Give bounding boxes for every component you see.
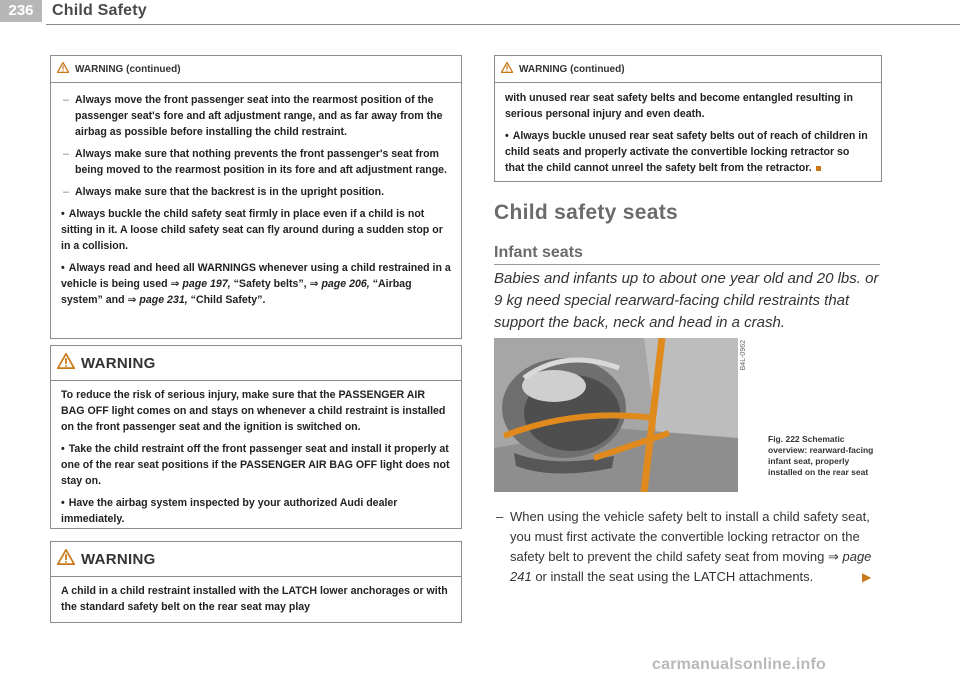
warning-heading: WARNING (continued) xyxy=(75,63,181,75)
infant-seat-figure xyxy=(494,338,738,492)
warning-header xyxy=(51,346,461,381)
ref-arrow: ⇒ xyxy=(127,294,137,306)
warning-bullet-text: Always read and heed all WARNINGS whenever using a child restrained in a vehicle is being used xyxy=(61,262,451,290)
page-reference-link[interactable]: page 231, xyxy=(139,294,188,306)
warning-paragraph: with unused rear seat safety belts and become entangled resulting in serious personal injury and even death. xyxy=(505,92,853,120)
warning-box-continued-right xyxy=(494,55,882,182)
page-header-title: Child Safety xyxy=(52,2,147,19)
warning-bullet-text: Always buckle unused rear seat safety belts out of reach of children in child seats and properly activate the convertible locking retractor so that the child cannot unreel the safety belt from the retractor. xyxy=(505,130,868,174)
section-title: Child safety seats xyxy=(494,201,678,224)
step-dash: – xyxy=(496,509,504,524)
warning-dash-item: – Always make sure that nothing prevents the front passenger's seat from being moved to the rearmost position in its fore and aft adjustment range. xyxy=(61,146,451,178)
intro-paragraph: Babies and infants up to about one year old and 20 lbs. or 9 kg need special rearward-facing child restraints that support the back, neck and head in a crash. xyxy=(494,270,879,331)
reference-title: “Safety belts”, xyxy=(233,278,307,290)
reference-title: “Airbag system” and xyxy=(61,278,412,306)
warning-triangle-icon xyxy=(57,549,75,569)
warning-bullet: • Always read and heed all WARNINGS whenever using a child restrained in a vehicle is being used ⇒ page 197, “Safety belts”, ⇒ page 206, “Airbag system” and ⇒ page 231, “Child Safety”. xyxy=(61,262,451,306)
watermark: carmanualsonline.info xyxy=(652,656,827,673)
ref-arrow: ⇒ xyxy=(170,278,180,290)
subsection-rule xyxy=(494,264,880,265)
page-reference-link[interactable]: page 206, xyxy=(321,278,370,290)
infant-seat-illustration xyxy=(494,338,738,492)
warning-dash-item: – Always move the front passenger seat into the rearmost position of the passenger seat's fore and aft adjustment range, and as far away from the airbag as possible before installing the child restraint. xyxy=(61,92,451,140)
warning-header xyxy=(495,56,881,83)
warning-paragraph: A child in a child restraint installed with the LATCH lower anchorages or with the standard safety belt on the rear seat may play xyxy=(61,585,448,613)
warning-bullet-text: Take the child restraint off the front passenger seat and install it properly at one of the rear seat positions if the PASSENGER AIR BAG OFF light does not stay on. xyxy=(61,443,450,487)
warning-dash-item: – Always make sure that the backrest is in the upright position. xyxy=(61,184,451,200)
warning-header xyxy=(51,542,461,577)
end-marker-square xyxy=(816,166,821,171)
warning-triangle-icon xyxy=(57,353,75,373)
reference-title: “Child Safety”. xyxy=(190,294,266,306)
warning-bullet: • Have the airbag system inspected by your authorized Audi dealer immediately. xyxy=(61,497,398,525)
warning-bullet-text: Have the airbag system inspected by your authorized Audi dealer immediately. xyxy=(61,497,398,525)
instruction-step xyxy=(496,507,886,587)
page-number: 236 xyxy=(0,0,42,22)
page-reference-link[interactable]: page 241 xyxy=(510,549,872,584)
warning-header xyxy=(51,56,461,83)
continue-arrow-icon: ▶ xyxy=(862,570,872,584)
warning-triangle-icon xyxy=(57,62,69,76)
warning-bullet: • Take the child restraint off the front passenger seat and install it properly at one of the rear seat positions if the PASSENGER AIR BAG OFF light does not stay on. xyxy=(61,443,450,487)
warning-bullet: • Always buckle the child safety seat firmly in place even if a child is not sitting in it. A loose child safety seat can fly around during a sudden stop or in a collision. xyxy=(61,208,443,252)
warning-box-airbag xyxy=(50,345,462,529)
page-reference-link[interactable]: page 197, xyxy=(182,278,231,290)
ref-arrow: ⇒ xyxy=(309,278,319,290)
step-text: When using the vehicle safety belt to install a child safety seat, you must first activate the convertible locking retractor on the safety belt to prevent the child safety seat from moving xyxy=(510,509,870,564)
header-rule xyxy=(46,24,960,25)
warning-heading: WARNING xyxy=(81,550,156,568)
warning-heading: WARNING xyxy=(81,354,156,372)
warning-triangle-icon xyxy=(501,62,513,76)
step-text-end: or install the seat using the LATCH attachments. xyxy=(535,569,814,584)
warning-bullet-text: Always buckle the child safety seat firmly in place even if a child is not sitting in it. A loose child safety seat can fly around during a sudden stop or in a collision. xyxy=(61,208,443,252)
warning-paragraph: To reduce the risk of serious injury, make sure that the PASSENGER AIR BAG OFF light comes on and stays on whenever a child restraint is installed on the front passenger seat and the ignition is switched on. xyxy=(61,389,446,433)
warning-heading: WARNING (continued) xyxy=(519,63,625,75)
warning-bullet: • Always buckle unused rear seat safety belts out of reach of children in child seats and properly activate the convertible locking retractor so that the child cannot unreel the safety belt from the retractor. xyxy=(505,130,868,174)
warning-box-latch xyxy=(50,541,462,623)
subsection-title: Infant seats xyxy=(494,244,583,261)
figure-code: B4L-0962 xyxy=(740,340,747,371)
figure-caption: Fig. 222 Schematic overview: rearward-facing infant seat, properly installed on the rear seat xyxy=(768,434,874,477)
warning-box-continued-left xyxy=(50,55,462,339)
ref-arrow: ⇒ xyxy=(827,549,839,564)
